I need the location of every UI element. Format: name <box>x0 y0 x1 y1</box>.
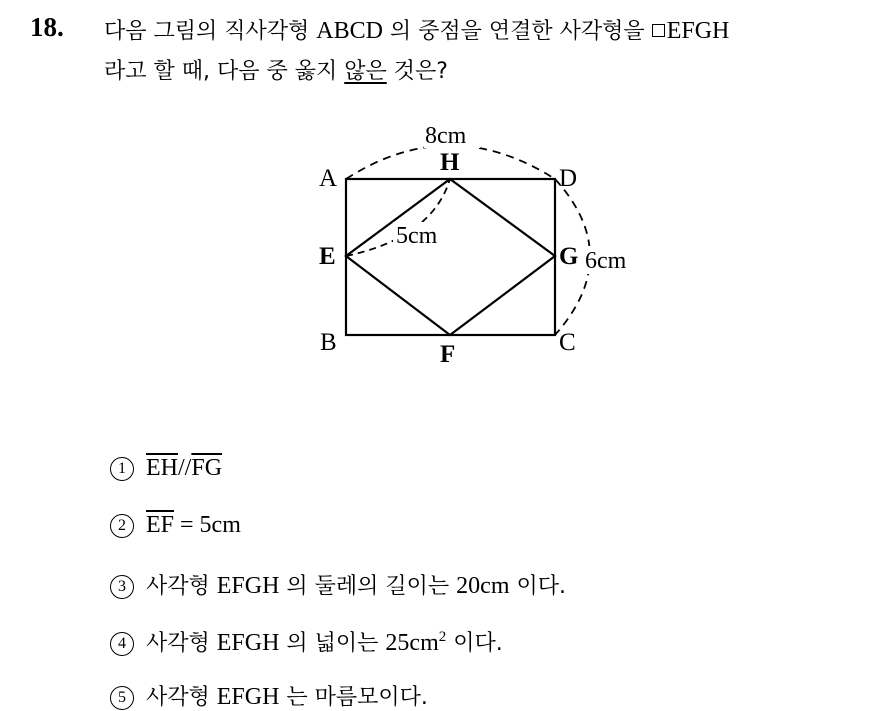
choice-text-part: 이다. <box>446 631 503 656</box>
choice-text-part: 20cm <box>456 573 510 599</box>
choice-text-part: = 5cm <box>174 512 241 538</box>
emphasis-underlined: 않은 <box>344 59 387 84</box>
width-label: 8cm <box>425 123 467 149</box>
question-text-part: 의 중점을 연결한 사각형을 <box>382 19 652 44</box>
choice-text-part: $\overline{EH}$ <box>146 455 178 481</box>
choice-text-part: $\overline{EF}$ <box>146 512 175 538</box>
choice-text-part: 는 마름모이다. <box>279 685 428 710</box>
choice-text-part: // <box>178 455 192 481</box>
question-number: 18. <box>30 12 64 42</box>
choice-1[interactable] <box>110 455 222 482</box>
vertex-label-e: E <box>319 243 336 270</box>
question-text-line1 <box>104 14 729 45</box>
choice-text-part: EFGH <box>216 573 280 599</box>
vertex-label-d: D <box>559 165 578 192</box>
vertex-label-h: H <box>440 149 460 176</box>
choice-text-part: 사각형 <box>146 631 217 656</box>
choice-4[interactable] <box>110 626 503 657</box>
question-text-part: 라고 할 때, 다음 중 옳지 <box>104 59 345 84</box>
choice-2[interactable] <box>110 512 241 539</box>
height-label: 6cm <box>585 248 627 274</box>
diag-label: 5cm <box>396 223 438 249</box>
choice-number-circle: 1 <box>110 457 134 481</box>
choice-text-part: 2 <box>438 629 447 645</box>
choice-text-part: $\overline{FG}$ <box>191 455 223 481</box>
choice-number-circle: 5 <box>110 686 134 710</box>
vertex-label-g: G <box>559 243 579 270</box>
rectangle-figure <box>300 110 700 380</box>
question-text-part: 것은? <box>386 59 448 84</box>
choice-text-part: 25cm <box>385 630 439 656</box>
vertex-label-b: B <box>320 329 337 356</box>
quad-name: EFGH <box>666 18 730 44</box>
choice-text-part: EFGH <box>216 684 280 710</box>
choice-text-part: EFGH <box>216 630 280 656</box>
quadrilateral-efgh <box>346 179 555 335</box>
vertex-label-f: F <box>440 341 456 368</box>
question-text-line2 <box>104 54 448 85</box>
choice-text-part: 사각형 <box>146 685 217 710</box>
rect-name: ABCD <box>316 18 383 44</box>
choice-text-part: 의 넓이는 <box>279 631 386 656</box>
square-symbol-icon <box>652 24 665 37</box>
choice-5[interactable] <box>110 680 428 711</box>
question-text-part: 다음 그림의 직사각형 <box>104 19 317 44</box>
vertex-label-a: A <box>319 165 338 192</box>
choice-text-part: 이다. <box>509 574 566 599</box>
choice-text-part: 의 둘레의 길이는 <box>279 574 457 599</box>
choice-number-circle: 3 <box>110 575 134 599</box>
choice-number-circle: 2 <box>110 514 134 538</box>
choice-number-circle: 4 <box>110 632 134 656</box>
vertex-label-c: C <box>559 329 576 356</box>
choice-text-part: 사각형 <box>146 574 217 599</box>
choice-3[interactable] <box>110 569 566 600</box>
rectangle-abcd <box>346 179 555 335</box>
